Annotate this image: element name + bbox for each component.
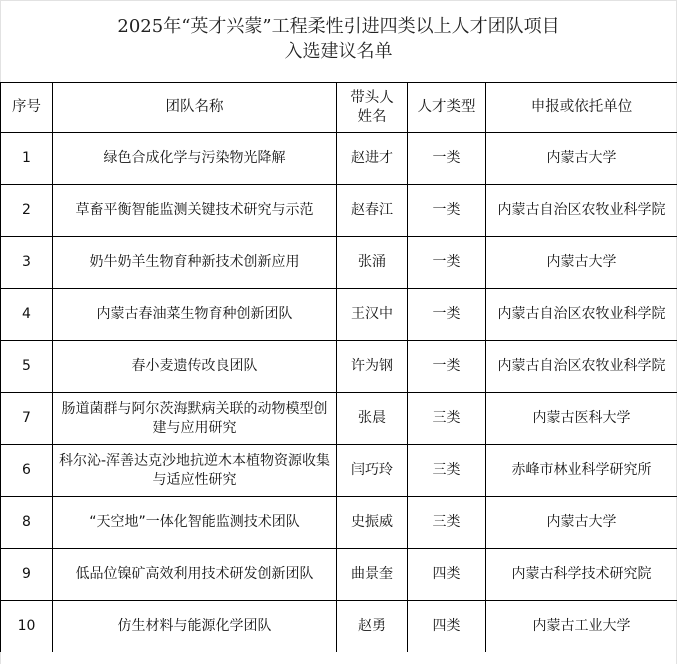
cell-team-name: 草畜平衡智能监测关键技术研究与示范 bbox=[53, 185, 337, 237]
cell-leader: 史振威 bbox=[337, 497, 408, 549]
cell-seq: 3 bbox=[1, 237, 53, 289]
table-row bbox=[1, 341, 677, 393]
cell-seq: 1 bbox=[1, 133, 53, 185]
cell-seq: 2 bbox=[1, 185, 53, 237]
candidate-list-table bbox=[0, 82, 677, 652]
cell-leader: 闫巧玲 bbox=[337, 445, 408, 497]
cell-unit: 内蒙古科学技术研究院 bbox=[486, 549, 677, 601]
cell-leader: 张涌 bbox=[337, 237, 408, 289]
cell-unit: 内蒙古医科大学 bbox=[486, 393, 677, 445]
cell-leader: 张晨 bbox=[337, 393, 408, 445]
cell-unit: 内蒙古大学 bbox=[486, 237, 677, 289]
header-team-name: 团队名称 bbox=[53, 83, 337, 133]
cell-talent-type: 四类 bbox=[408, 601, 486, 653]
cell-seq: 10 bbox=[1, 601, 53, 653]
cell-seq: 4 bbox=[1, 289, 53, 341]
cell-team-name: 内蒙古春油菜生物育种创新团队 bbox=[53, 289, 337, 341]
cell-talent-type: 一类 bbox=[408, 133, 486, 185]
cell-talent-type: 三类 bbox=[408, 393, 486, 445]
cell-talent-type: 四类 bbox=[408, 549, 486, 601]
table-row bbox=[1, 185, 677, 237]
cell-talent-type: 三类 bbox=[408, 497, 486, 549]
header-talent-type: 人才类型 bbox=[408, 83, 486, 133]
document-title bbox=[0, 14, 677, 64]
table-row bbox=[1, 445, 677, 497]
cell-unit: 内蒙古大学 bbox=[486, 133, 677, 185]
table-row bbox=[1, 497, 677, 549]
cell-unit: 内蒙古自治区农牧业科学院 bbox=[486, 185, 677, 237]
cell-unit: 内蒙古工业大学 bbox=[486, 601, 677, 653]
title-line-1: 2025年“英才兴蒙”工程柔性引进四类以上人才团队项目 bbox=[0, 14, 677, 39]
cell-seq: 8 bbox=[1, 497, 53, 549]
table-row bbox=[1, 601, 677, 653]
cell-team-name: 仿生材料与能源化学团队 bbox=[53, 601, 337, 653]
cell-seq: 9 bbox=[1, 549, 53, 601]
cell-leader: 赵进才 bbox=[337, 133, 408, 185]
table-row bbox=[1, 133, 677, 185]
table-row bbox=[1, 549, 677, 601]
cell-talent-type: 三类 bbox=[408, 445, 486, 497]
cell-team-name: 绿色合成化学与污染物光降解 bbox=[53, 133, 337, 185]
table-row bbox=[1, 393, 677, 445]
cell-team-name: 科尔沁-浑善达克沙地抗逆木本植物资源收集与适应性研究 bbox=[53, 445, 337, 497]
cell-seq: 5 bbox=[1, 341, 53, 393]
cell-leader: 赵春江 bbox=[337, 185, 408, 237]
cell-team-name: 春小麦遗传改良团队 bbox=[53, 341, 337, 393]
cell-leader: 赵勇 bbox=[337, 601, 408, 653]
table-row bbox=[1, 237, 677, 289]
cell-leader: 曲景奎 bbox=[337, 549, 408, 601]
header-leader: 带头人姓名 bbox=[337, 83, 408, 133]
cell-talent-type: 一类 bbox=[408, 237, 486, 289]
cell-team-name: 低品位镍矿高效利用技术研发创新团队 bbox=[53, 549, 337, 601]
table-header-row bbox=[1, 83, 677, 133]
cell-unit: 内蒙古自治区农牧业科学院 bbox=[486, 289, 677, 341]
cell-team-name: 奶牛奶羊生物育种新技术创新应用 bbox=[53, 237, 337, 289]
cell-unit: 赤峰市林业科学研究所 bbox=[486, 445, 677, 497]
header-unit: 申报或依托单位 bbox=[486, 83, 677, 133]
cell-team-name: “天空地”一体化智能监测技术团队 bbox=[53, 497, 337, 549]
cell-leader: 王汉中 bbox=[337, 289, 408, 341]
table-row bbox=[1, 289, 677, 341]
cell-unit: 内蒙古自治区农牧业科学院 bbox=[486, 341, 677, 393]
cell-talent-type: 一类 bbox=[408, 185, 486, 237]
header-seq: 序号 bbox=[1, 83, 53, 133]
cell-talent-type: 一类 bbox=[408, 341, 486, 393]
cell-leader: 许为钢 bbox=[337, 341, 408, 393]
cell-unit: 内蒙古大学 bbox=[486, 497, 677, 549]
title-line-2: 入选建议名单 bbox=[0, 39, 677, 64]
cell-talent-type: 一类 bbox=[408, 289, 486, 341]
cell-seq: 6 bbox=[1, 445, 53, 497]
cell-seq: 7 bbox=[1, 393, 53, 445]
cell-team-name: 肠道菌群与阿尔茨海默病关联的动物模型创建与应用研究 bbox=[53, 393, 337, 445]
